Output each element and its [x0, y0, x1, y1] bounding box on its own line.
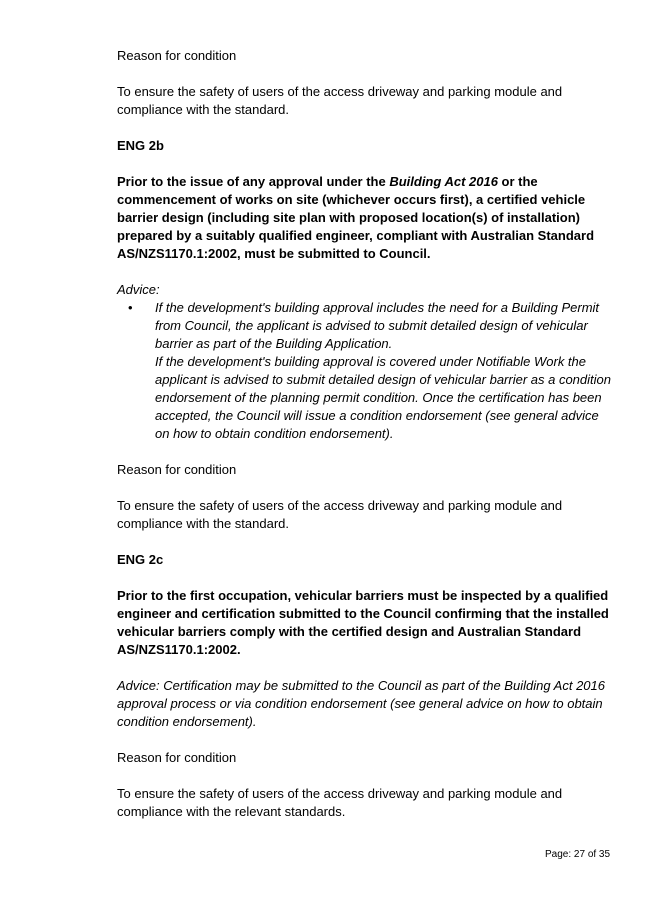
- condition-heading-eng-2c: ENG 2c: [117, 552, 164, 567]
- advice-label: Advice:: [117, 282, 160, 297]
- act-name: Building Act 2016: [389, 174, 498, 189]
- condition-text-part-1: Prior to the issue of any approval under the: [117, 174, 390, 189]
- advice-item: [117, 299, 612, 443]
- condition-text-eng-2c: Prior to the first occupation, vehicular barriers must be inspected by a qualified engineer and certification submitted to the Council confirming that the installed vehicular barriers comply with the certified design and Australian Standard AS/NZS1170.1:2002.: [117, 588, 609, 657]
- condition-heading-eng-2b: ENG 2b: [117, 138, 164, 153]
- document-body: [117, 47, 612, 821]
- condition-text-eng-2b: [117, 173, 612, 263]
- page-number: Page: 27 of 35: [545, 849, 611, 860]
- reason-label: Reason for condition: [117, 750, 237, 765]
- condition-text-part-2: or the commencement of works on site (whichever occurs first), a certified vehicle barrier design (including site plan with proposed location(s) of installation) prepared by a suitably qualified engineer, compliant with Australian Standard AS/NZS1170.1:2002, must be submitted to Council.: [117, 174, 595, 261]
- advice-item-text-1: If the development's building approval includes the need for a Building Permit from Council, the applicant is advised to submit detailed design of vehicular barrier as part of the Building Application.: [155, 300, 600, 351]
- advice-item-text-2: If the development's building approval is covered under Notifiable Work the applicant is advised to submit detailed design of vehicular barrier as a condition endorsement of the planning permit condition. Once the certification has been accepted, the Council will issue a condition endorsement (see general advice on how to obtain condition endorsement).: [155, 354, 611, 441]
- reason-text: To ensure the safety of users of the access driveway and parking module and compliance with the relevant standards.: [117, 786, 563, 819]
- reason-text: To ensure the safety of users of the access driveway and parking module and compliance with the standard.: [117, 498, 563, 531]
- reason-label: Reason for condition: [117, 462, 237, 477]
- reason-text: To ensure the safety of users of the access driveway and parking module and compliance with the standard.: [117, 84, 563, 117]
- reason-label: Reason for condition: [117, 48, 237, 63]
- bullet-icon: •: [128, 300, 133, 315]
- advice-list: [117, 299, 612, 443]
- advice-text-eng-2c: Advice: Certification may be submitted to the Council as part of the Building Act 2016 approval process or via condition endorsement (see general advice on how to obtain condition endorsement).: [117, 678, 606, 729]
